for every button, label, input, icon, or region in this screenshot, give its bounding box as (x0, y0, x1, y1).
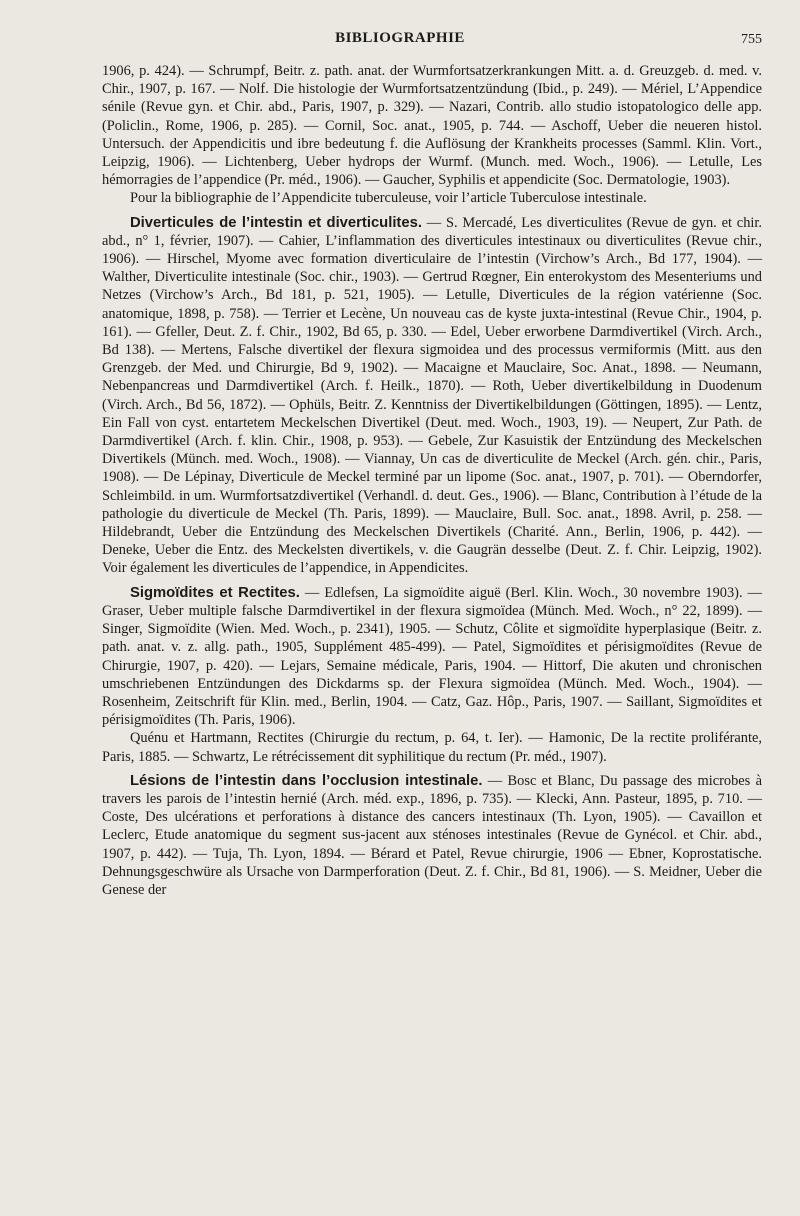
bibliography-text (102, 62, 762, 899)
section-diverticules (102, 214, 762, 578)
section-heading: Sigmoïdites et Rectites. (130, 584, 300, 601)
section-sigmoidites-extra: Quénu et Hartmann, Rectites (Chirurgie du rectum, p. 64, t. Ier). — Hamonic, De la rectite proliférante, Paris, 1885. — Schwartz, Le rétrécissement dit syphilitique du rectum (Pr. méd., 1907). (102, 730, 762, 765)
intro-note: Pour la bibliographie de l’Appendicite tuberculeuse, voir l’article Tuberculose intestinale. (130, 190, 647, 207)
page-number: 755 (741, 32, 762, 47)
intro-continuation: 1906, p. 424). — Schrumpf, Beitr. z. path. anat. der Wurmfortsatzerkrankungen Mitt. a. d. Greuzgeb. d. med. v. Chir., 1907, p. 167. — Nolf. Die histologie der Wurmfortsatzentzündung (Ibid., p. 249). — Mériel, L’Appendice sénile (Revue gyn. et Chir. abd., Paris, 1907, p. 329). — Nazari, Contrib. allo studio istopatologico delle app. (Policlin., Rome, 1906, p. 285). — Cornil, Soc. anat., 1905, p. 744. — Aschoff, Ueber die neueren histol. Untersuch. der Appendicitis und ibre bedeutung f. die Auflösung der Krankheits processes (Samml. Klin. Vort., Leipzig, 1906). — Lichtenberg, Ueber hydrops der Wurmf. (Munch. med. Woch., 1906). — Letulle, Les hémorragies de l’appendice (Pr. méd., 1906). — Gaucher, Syphilis et appendicite (Soc. Dermatologie, 1903). (102, 63, 762, 189)
section-heading: Diverticules de l’intestin et diverticulites. (130, 214, 422, 231)
section-text: — Edlefsen, La sigmoïdite aiguë (Berl. Klin. Woch., 30 novembre 1903). — Graser, Ueber multiple falsche Darmdivertikel in der flexura sigmoïdea (Münch. Med. Woch., n° 22, 1899). — Singer, Sigmoïdite (Wien. Med. Woch., p. 2341), 1905. — Schutz, Côlite et sigmoïdite hyperplasique (Beitr. z. path. anat. v. z. allg. path., 1905, Supplément 485-499). — Patel, Sigmoïdites et périsigmoïdites (Revue de Chirurgie, 1907, p. 420). — Lejars, Semaine médicale, Paris, 1904. — Hittorf, Die akuten und chronischen umschriebenen Entzündungen des Dickdarms sp. der Flexura sigmoïdea (Münch. Med. Woch., 1904). — Rosenheim, Zeitschrift für Klin. med., Berlin, 1904. — Catz, Gaz. Hôp., Paris, 1907. — Saillant, Sigmoïdites et périsigmoïdites (Th. Paris, 1906). (102, 584, 763, 729)
section-text: — Bosc et Blanc, Du passage des microbes à travers les parois de l’intestin hernié (Arch. méd. exp., 1896, p. 735). — Klecki, Ann. Pasteur, 1895, p. 710. — Coste, Des ulcérations et perforations à distance des cancers intestinaux (Th. Lyon, 1905). — Cavaillon et Leclerc, Etude anatomique du segment sus-jacent aux sténoses intestinales (Revue de Gynécol. et Chir. abd., 1907, p. 442). — Tuja, Th. Lyon, 1894. — Bérard et Patel, Revue chirurgie, 1906 — Ebner, Koprostatische. Dehnungsgeschwüre als Ursache von Darmperforation (Deut. Z. f. Chir., Bd 81, 1906). — S. Meidner, Ueber die Genese der (102, 772, 762, 898)
running-title: BIBLIOGRAPHIE (335, 30, 465, 46)
section-heading: Lésions de l’intestin dans l’occlusion intestinale. (130, 772, 483, 789)
running-head (0, 28, 800, 56)
section-text: — S. Mercadé, Les diverticulites (Revue de gyn. et chir. abd., n° 1, février, 1907). — Cahier, L’inflammation des diverticules intestinaux ou diverticulites (Revue chir., 1906). — Hirschel, Myome avec formation diverticulaire de l’intestin (Virchow’s Arch., Bd 177, 1904). — Walther, Diverticulite intestinale (Soc. chir., 1903). — Gertrud Rœgner, Ein enterokystom des Mesenteriums und Netzes (Virchow’s Arch., Bd 181, p. 521, 1905). — Letulle, Diverticules de la région vatérienne (Soc. anatomique, 1898, p. 758). — Terrier et Lecène, Un nouveau cas de kyste juxta-intestinal (Revue Chir., 1904, p. 161). — Gfeller, Deut. Z. f. Chir., 1902, Bd 65, p. 330. — Edel, Ueber erworbene Darmdivertikel (Virch. Arch., Bd 138). — Mertens, Falsche divertikel der flexura sigmoidea und des processus vermiformis (Mitt. aus den Grenzgeb. der Med. und Chirurgie, Bd 9, 1902). — Macaigne et Mauclaire, Soc. Anat., 1898. — Neumann, Nebenpancreas und Darmdivertikel (Arch. f. Heilk., 1870). — Roth, Ueber divertikelbildung in Duodenum (Virch. Arch., Bd 56, 1872). — Ophüls, Beitr. Z. Kenntniss der Divertikelbildungen (Göttingen, 1895). — Lentz, Ein Fall von cyst. entartetem Meckelschen Divertikel (Deut. med. Woch., 1903, 19). — Neupert, Zur Path. de Darmdivertikel (Arch. f. klin. Chir., 1908, p. 953). — Gebele, Zur Kasuistik der Entzündung des Meckelschen Divertikels (Münch. med. Woch., 1908). — Viannay, Un cas de diverticulite de Meckel (Arch. gén. chir., Paris, 1908). — De Lépinay, Diverticule de Meckel terminé par un lipome (Soc. anat., 1907, p. 701). — Oberndorfer, Schleimbild. in um. Wurmfortsatzdivertikel (Verhandl. d. deut. Ges., 1906). — Blanc, Contribution à l’étude de la pathologie du diverticule de Meckel (Th. Paris, 1899). — Mauclaire, Bull. Soc. anat., 1898. Avril, p. 258. — Hildebrandt, Ueber die Entzündung des Meckelschen Divertikels (Charité. Ann., Berlin, 1906, p. 442). — Deneke, Ueber die Entz. des Meckelsten divertikels, v. die Gaugrän desselbe (Deut. Z. f. Chir. Leipzig, 1902). Voir également les diverticules de l’appendice, in Appendicites. (102, 214, 762, 577)
section-sigmoidites (102, 584, 762, 730)
section-occlusion (102, 772, 762, 899)
